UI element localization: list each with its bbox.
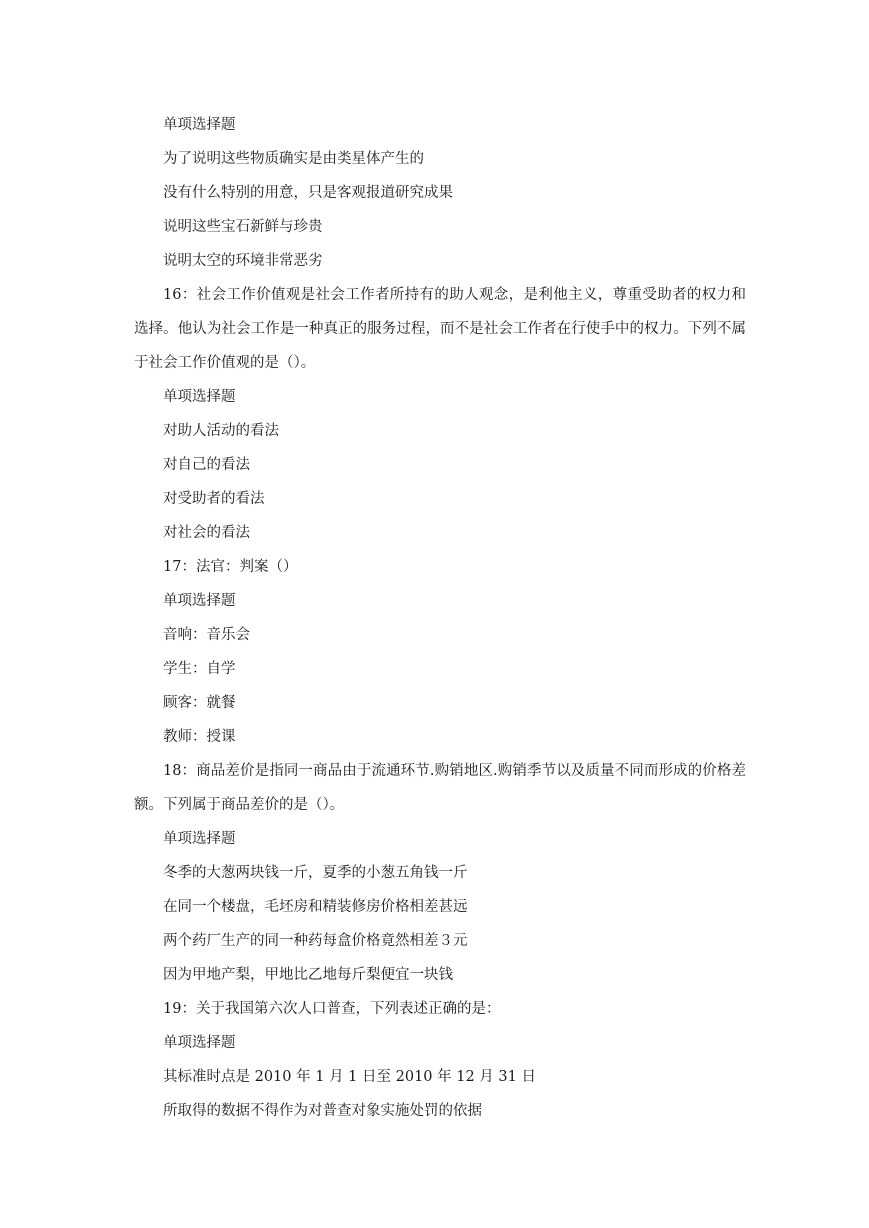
option-a: 为了说明这些物质确实是由类星体产生的	[163, 151, 424, 167]
question-type-label: 单项选择题	[163, 1035, 236, 1051]
question-16-stem: 16：社会工作价值观是社会工作者所持有的助人观念，是利他主义，尊重受助者的权力和选择。他认为社会工作是一种真正的服务过程，而不是社会工作者在行使手中的权力。下列不属于社会工作价值观的是（）。	[134, 287, 746, 371]
option-d: 因为甲地产梨，甲地比乙地每斤梨便宜一块钱	[163, 967, 453, 983]
option-b: 学生：自学	[163, 661, 236, 677]
option-b: 对自己的看法	[163, 457, 250, 473]
question-19-stem: 19：关于我国第六次人口普查，下列表述正确的是：	[163, 1001, 501, 1017]
option-d: 对社会的看法	[163, 525, 250, 541]
option-d: 说明太空的环境非常恶劣	[163, 253, 323, 269]
option-b: 所取得的数据不得作为对普查对象实施处罚的依据	[163, 1103, 482, 1119]
option-a: 对助人活动的看法	[163, 423, 279, 439]
question-18-stem: 18：商品差价是指同一商品由于流通环节.购销地区.购销季节以及质量不同而形成的价格差额。下列属于商品差价的是（）。	[134, 763, 746, 813]
option-d: 教师：授课	[163, 729, 236, 745]
option-c: 顾客：就餐	[163, 695, 236, 711]
option-a: 冬季的大葱两块钱一斤，夏季的小葱五角钱一斤	[163, 865, 468, 881]
option-b: 在同一个楼盘，毛坯房和精装修房价格相差甚远	[163, 899, 468, 915]
question-type-label: 单项选择题	[163, 831, 236, 847]
question-type-label: 单项选择题	[163, 389, 236, 405]
question-type-label: 单项选择题	[163, 593, 236, 609]
option-b: 没有什么特别的用意，只是客观报道研究成果	[163, 185, 453, 201]
option-c: 对受助者的看法	[163, 491, 265, 507]
option-c: 两个药厂生产的同一种药每盒价格竟然相差３元	[163, 933, 468, 949]
question-17-stem: 17：法官：判案（）	[163, 559, 298, 575]
option-c: 说明这些宝石新鲜与珍贵	[163, 219, 323, 235]
option-a: 其标准时点是 2010 年 1 月 1 日至 2010 年 12 月 31 日	[163, 1069, 536, 1085]
question-type-label: 单项选择题	[163, 117, 236, 133]
document-body	[134, 108, 746, 1128]
option-a: 音响：音乐会	[163, 627, 250, 643]
